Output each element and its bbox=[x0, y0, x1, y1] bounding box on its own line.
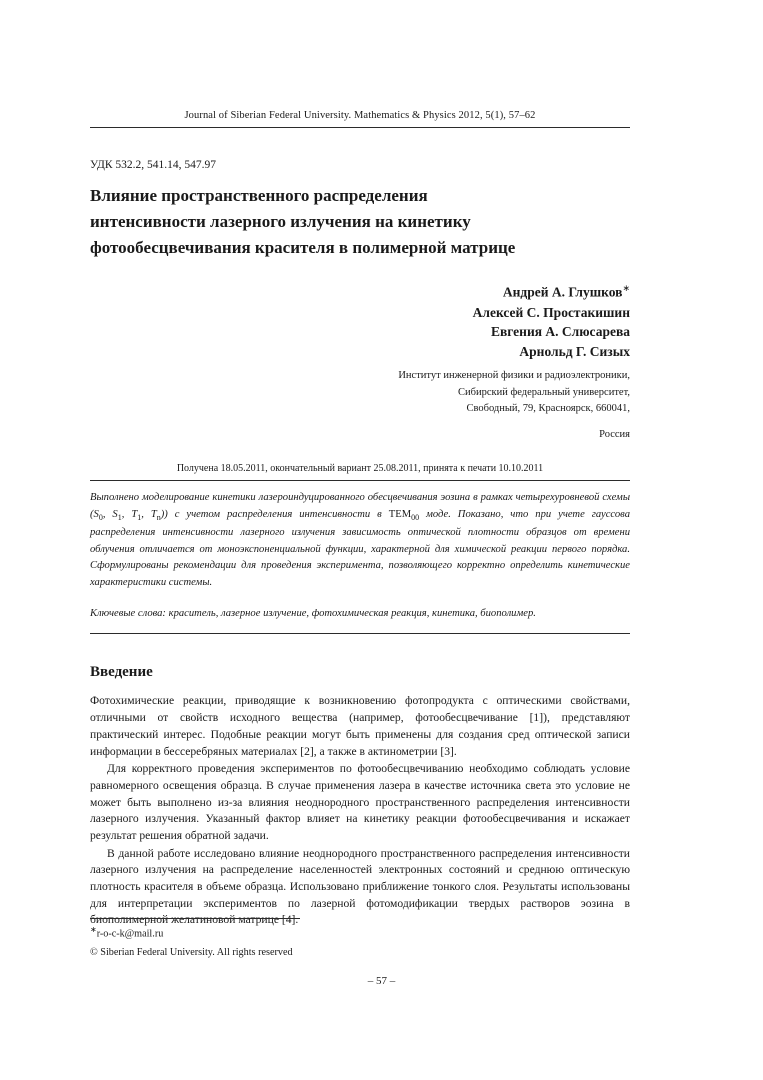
abstract-part-3: моде. Показано, что при учете гауссова распределения интенсивности лазерного излучения зависимость оптической плотности образцов от времени облучения отличается от моноэкспоненциальной функции, характерной для химической реакции первого порядка. Сформулированы рекомендации для проведения эксперимента, позволяющего корректно определить кинетические характеристики системы. bbox=[90, 509, 630, 588]
author-2: Алексей С. Простакишин bbox=[472, 304, 630, 320]
affiliation-country: Россия bbox=[599, 429, 630, 441]
copyright-line: © Siberian Federal University. All rights reserved bbox=[90, 946, 293, 958]
footnote-email-line bbox=[90, 924, 630, 942]
footnote-rule bbox=[90, 918, 300, 919]
abstract-part-1: Выполнено моделирование кинетики лазероиндуцированного обесцвечивания эозина в рамках четырехуровневой схемы ( bbox=[90, 492, 630, 521]
section-heading-introduction: Введение bbox=[90, 664, 153, 681]
abstract: Выполнено моделирование кинетики лазероиндуцированного обесцвечивания эозина в рамках четырехуровневой схемы ($S_0$, $S_1$, $T_1$, $T_n$)) с учетом распределения интенсивности в $TEM_{00}$ моде. Показано, что при учете гауссова распределения интенсивности лазерного излучения зависимость оптической плотности образцов от времени облучения отличается от моноэкспоненциальной функции, характерной для химической реакции первого порядка. Сформулированы рекомендации для проведения эксперимента, позволяющего корректно определить кинетические характеристики системы. bbox=[90, 492, 630, 588]
udc-code: УДК 532.2, 541.14, 547.97 bbox=[90, 159, 216, 171]
keywords-value: краситель, лазерное излучение, фотохимическая реакция, кинетика, биополимер. bbox=[168, 607, 536, 619]
footnote-marker: ∗ bbox=[90, 925, 97, 934]
affiliation-line-3: Свободный, 79, Красноярск, 660041, bbox=[466, 402, 630, 414]
author-1 bbox=[90, 282, 630, 302]
abstract-math-scheme: $S_0$, $S_1$, $T_1$, $T_n$ bbox=[93, 509, 161, 523]
abstract-part-2: ) с учетом распределения интенсивности в bbox=[164, 509, 389, 521]
affiliation-line-1: Институт инженерной физики и радиоэлектроники, bbox=[398, 370, 630, 382]
paragraph-1: Фотохимические реакции, приводящие к возникновению фотопродукта с оптическими свойствами, отличными от свойств исходного вещества (например, фотообесцвечивание [1]), представляют практический интерес. Подобные реакции могут быть применены для создания сред оптической записи информации в бессеребряных материалах [2], а также в актинометрии [3]. bbox=[90, 694, 630, 758]
abstract-bottom-rule bbox=[90, 633, 630, 634]
affiliation bbox=[90, 368, 630, 443]
abstract-math-mode: $TEM_{00}$ bbox=[388, 509, 420, 523]
header-rule bbox=[90, 127, 630, 128]
author-list bbox=[90, 282, 630, 361]
submission-dates: Получена 18.05.2011, окончательный вариант 25.08.2011, принята к печати 10.10.2011 bbox=[176, 463, 544, 475]
page-number: – 57 – bbox=[367, 975, 396, 987]
keywords bbox=[90, 606, 630, 623]
paragraph-2: Для корректного проведения экспериментов по фотообесцвечиванию необходимо соблюдать условие равномерного освещения образца. В случае применения лазера в качестве источника света это условие не может быть выполнено из-за влияния неоднородного пространственного распределения интенсивности лазерного излучения. Указанный фактор влияет на кинетику реакции фотообесцвечивания и искажает результат решения обратной задачи. bbox=[90, 762, 630, 842]
running-head: Journal of Siberian Federal University. Mathematics & Physics 2012, 5(1), 57–62 bbox=[184, 110, 536, 121]
page-title bbox=[90, 183, 630, 260]
title-line-2: интенсивности лазерного излучения на кинетику bbox=[90, 211, 471, 231]
abstract-top-rule bbox=[90, 480, 630, 481]
affiliation-line-2: Сибирский федеральный университет, bbox=[458, 386, 630, 398]
author-1-marker: ∗ bbox=[622, 283, 630, 294]
footnote-block bbox=[90, 918, 630, 960]
page-content bbox=[90, 0, 630, 929]
title-line-1: Влияние пространственного распределения bbox=[90, 186, 428, 205]
paragraph-3: В данной работе исследовано влияние неоднородного пространственного распределения интенсивности лазерного излучения на распределение населенностей электронных состояний и среднюю оптическую плотность красителя в объеме образца. Использовано приближение тонкого слоя. Результаты использованы для интерпретации экспериментов по лазерной фотомодификации твердых растворов эозина в биополимерной желатиновой матрице [4]. bbox=[90, 846, 630, 927]
keywords-label: Ключевые слова: bbox=[90, 607, 166, 619]
title-line-3: фотообесцвечивания красителя в полимерной матрице bbox=[90, 237, 516, 257]
author-1-name: Андрей А. Глушков bbox=[502, 284, 623, 300]
footnote-email[interactable]: r-o-c-k@mail.ru bbox=[96, 928, 164, 940]
introduction-body bbox=[90, 693, 630, 929]
author-4: Арнольд Г. Сизых bbox=[519, 343, 630, 359]
author-3: Евгения А. Слюсарева bbox=[490, 324, 630, 340]
